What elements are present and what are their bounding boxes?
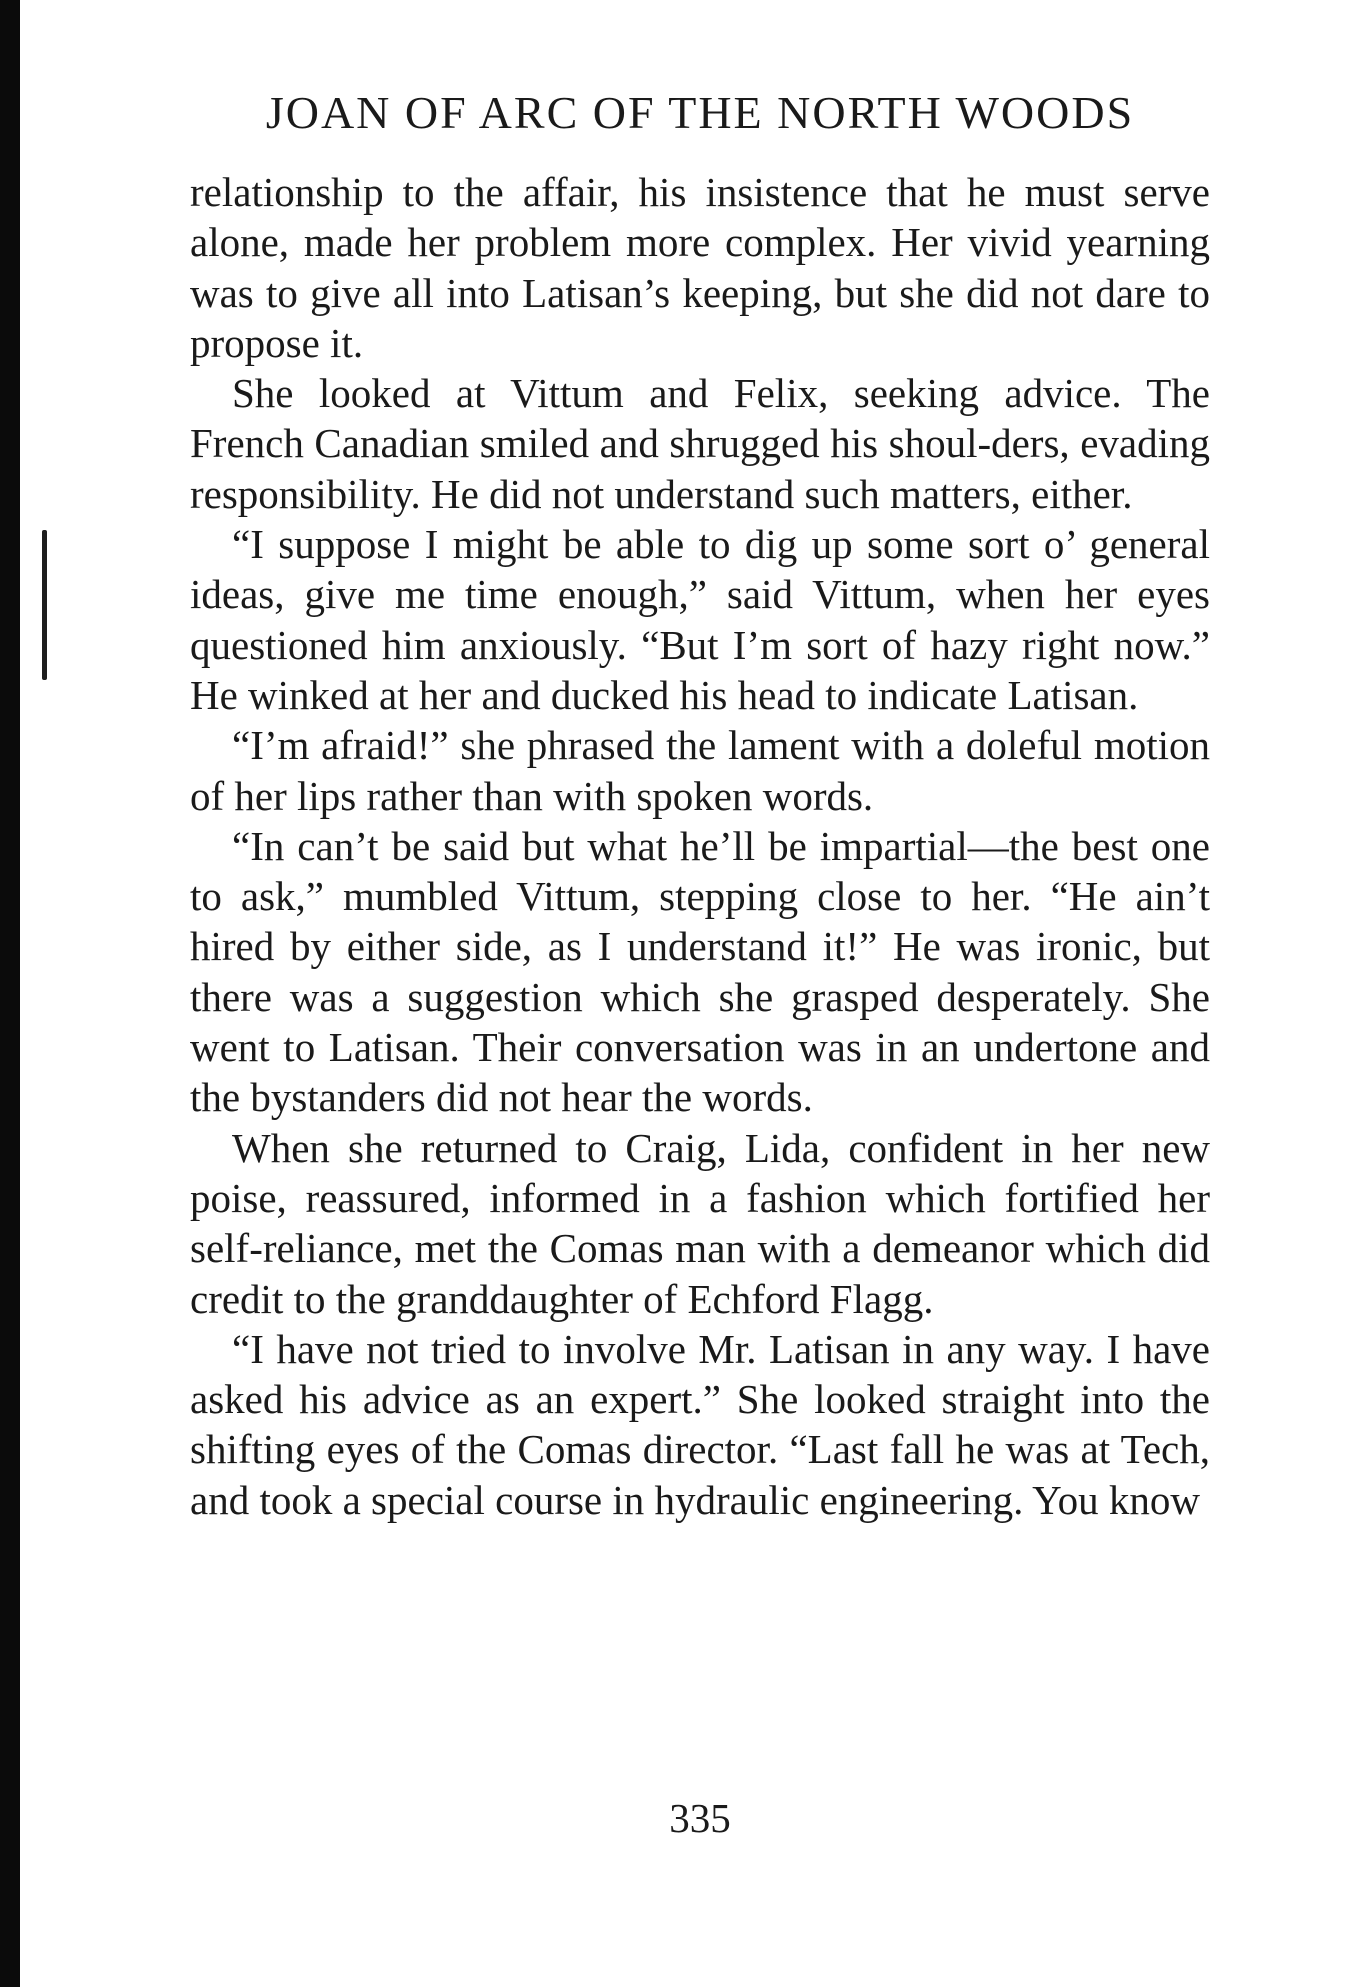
body-text: [190, 167, 1210, 1525]
paragraph: “In can’t be said but what he’ll be impartial—the best one to ask,” mumbled Vittum, stepping close to her. “He ain’t hired by either side, as I understand it!” He was ironic, but there was a suggestion which she grasped desperately. She went to Latisan. Their conversation was in an undertone and the bystanders did not hear the words.: [190, 822, 1210, 1121]
page-number: 335: [669, 1795, 731, 1841]
paragraph: When she returned to Craig, Lida, confident in her new poise, reassured, informed in a fashion which fortified her self-reliance, met the Comas man with a demeanor which did credit to the granddaughter of Echford Flagg.: [190, 1124, 1210, 1322]
page-binding-edge: [0, 0, 20, 1987]
paragraph: “I’m afraid!” she phrased the lament with a doleful motion of her lips rather than with spoken words.: [190, 722, 1210, 819]
margin-ink-mark: [42, 530, 47, 680]
paragraph: She looked at Vittum and Felix, seeking advice. The French Canadian smiled and shrugged his shoul-ders, evading responsibility. He did not understand such matters, either.: [190, 370, 1210, 517]
paragraph-continued: relationship to the affair, his insistence that he must serve alone, made her problem more complex. Her vivid yearning was to give all into Latisan’s keeping, but she did not dare to propose it.: [190, 169, 1210, 366]
paragraph: “I suppose I might be able to dig up some sort o’ general ideas, give me time enough,” said Vittum, when her eyes questioned him anxiously. “But I’m sort of hazy right now.” He winked at her and ducked his head to indicate Latisan.: [190, 521, 1210, 718]
paragraph: “I have not tried to involve Mr. Latisan in any way. I have asked his advice as an expert.” She looked straight into the shifting eyes of the Comas director. “Last fall he was at Tech, and took a special course in hydraulic engineering. You know: [190, 1325, 1210, 1523]
running-head: JOAN OF ARC OF THE NORTH WOODS: [265, 87, 1135, 138]
